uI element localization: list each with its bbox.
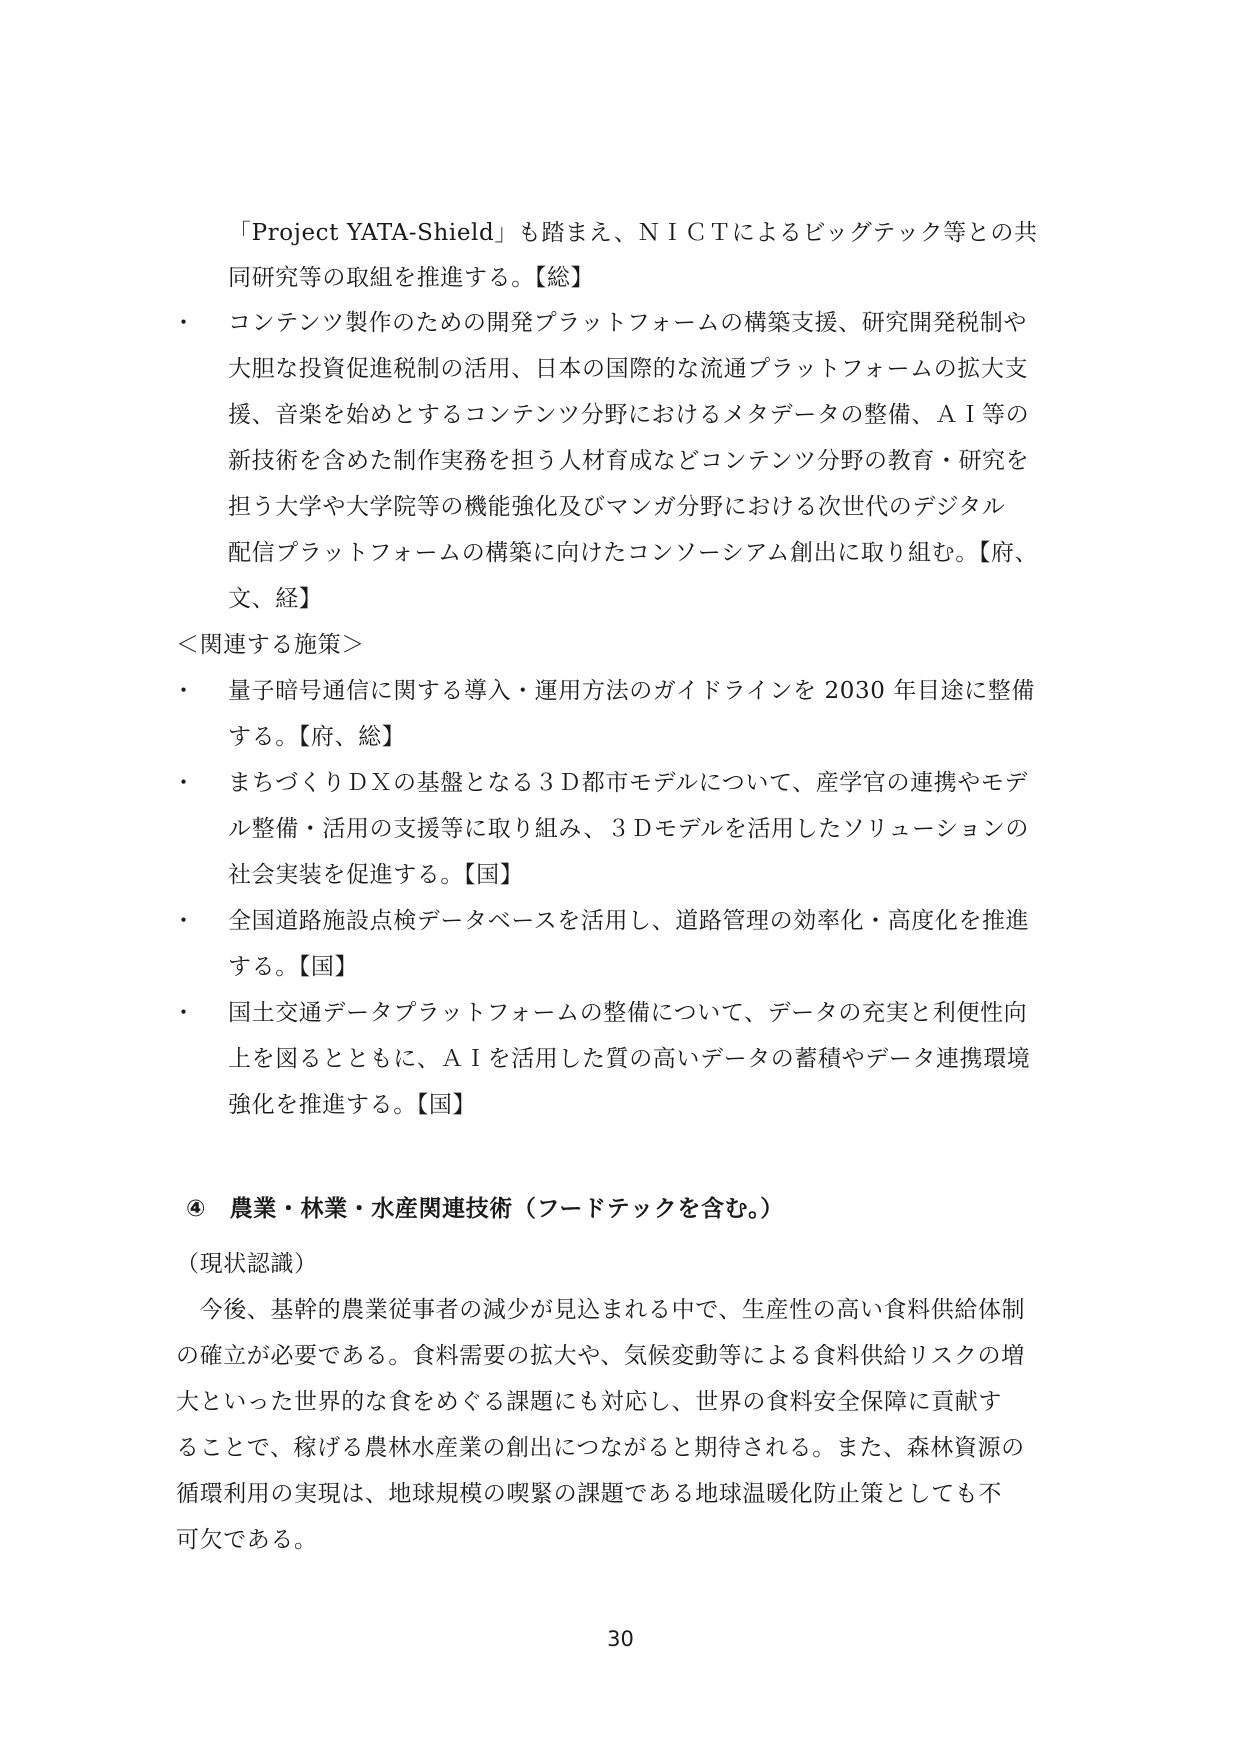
paragraph-line: の確立が必要である。食料需要の拡大や、気候変動等による食料供給リスクの増 [176, 1343, 1025, 1369]
paragraph-line: 循環利用の実現は、地球規模の喫緊の課題である地球温暖化防止策としても不 [176, 1481, 1002, 1507]
bullet-line: 強化を推進する。【国】 [228, 1092, 477, 1118]
bullet-line: まちづくりＤＸの基盤となる３Ｄ都市モデルについて、産学官の連携やモデ [228, 770, 1029, 796]
intro-line: 同研究等の取組を推進する。【総】 [228, 265, 595, 291]
bullet-mark: ・ [172, 770, 195, 796]
bullet-line: 援、音楽を始めとするコンテンツ分野におけるメタデータの整備、ＡＩ等の [228, 402, 1030, 428]
intro-line: 「Project YATA-Shield」も踏まえ、ＮＩＣＴによるビッグテック等との共 [228, 220, 1038, 246]
bullet-line: ル整備・活用の支援等に取り組み、３Ｄモデルを活用したソリューションの [228, 816, 1030, 842]
bullet-line: 文、経】 [228, 586, 323, 612]
bullet-mark: ・ [172, 678, 195, 704]
bullet-line: 新技術を含めた制作実務を担う人材育成などコンテンツ分野の教育・研究を [228, 448, 1030, 474]
bullet-mark: ・ [172, 1000, 195, 1026]
bullet-line: 大胆な投資促進税制の活用、日本の国際的な流通プラットフォームの拡大支 [228, 356, 1029, 382]
bullet-line: 上を図るとともに、ＡＩを活用した質の高いデータの蓄積やデータ連携環境 [228, 1046, 1031, 1072]
bullet-line: 全国道路施設点検データベースを活用し、道路管理の効率化・高度化を推進 [228, 908, 1030, 934]
related-heading: ＜関連する施策＞ [176, 632, 365, 658]
status-label: （現状認識） [176, 1251, 318, 1277]
paragraph-line: 今後、基幹的農業従事者の減少が見込まれる中で、生産性の高い食料供給体制 [176, 1297, 1026, 1323]
bullet-line: する。【府、総】 [228, 724, 406, 750]
paragraph-line: 可欠である。 [176, 1527, 318, 1553]
bullet-line: 量子暗号通信に関する導入・運用方法のガイドラインを 2030 年目途に整備 [228, 678, 1035, 704]
bullet-line: 社会実装を促進する。【国】 [228, 862, 524, 888]
bullet-line: 配信プラットフォームの構築に向けたコンソーシアム創出に取り組む。【府、 [228, 540, 1039, 566]
bullet-line: 国土交通データプラットフォームの整備について、データの充実と利便性向 [228, 1000, 1028, 1026]
page-number: 30 [607, 1627, 634, 1651]
bullet-line: する。【国】 [228, 954, 359, 980]
bullet-mark: ・ [172, 908, 195, 934]
paragraph-line: 大といった世界的な食をめぐる課題にも対応し、世界の食料安全保障に貢献す [176, 1389, 1002, 1415]
bullet-line: 担う大学や大学院等の機能強化及びマンガ分野における次世代のデジタル [228, 494, 1006, 520]
bullet-line: コンテンツ製作のための開発プラットフォームの構築支援、研究開発税制や [228, 310, 1027, 336]
paragraph-line: ることで、稼げる農林水産業の創出につながると期待される。また、森林資源の [176, 1435, 1025, 1461]
bullet-mark: ・ [172, 310, 195, 336]
section-heading: ④ 農業・林業・水産関連技術（フードテックを含む。） [186, 1196, 784, 1222]
